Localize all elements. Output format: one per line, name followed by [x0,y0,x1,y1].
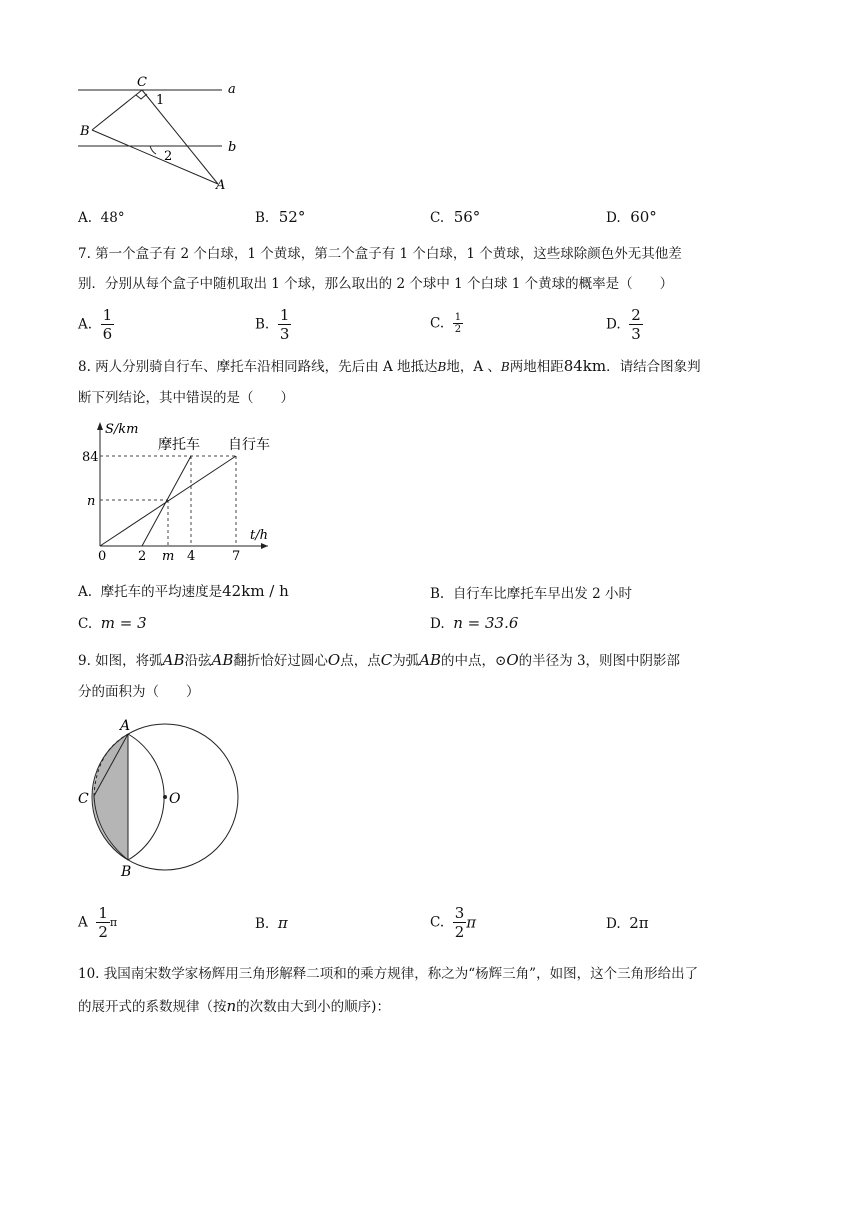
moto-label: 摩托车 [158,437,200,453]
q8-option-b[interactable]: B. 自行车比摩托车早出发 2 小时 [430,586,632,602]
bike-label: 自行车 [228,437,270,453]
segment-BC [92,90,142,130]
x-axis-arrow [261,543,268,549]
label-B: B [121,864,132,880]
label-a: a [228,82,236,97]
segment-CA [142,90,218,184]
parallel-lines-figure [70,74,250,196]
y-tick-n: n [87,494,96,509]
q6-option-b[interactable]: B. 52° [255,208,306,226]
y-axis-label: S/km [105,422,139,437]
label-C: C [78,791,89,807]
q6-option-d[interactable]: D. 60° [606,208,657,226]
q8-stem-line1: 8. 两人分别骑自行车、摩托车沿相同路线，先后由 A 地抵达B地，A 、B两地相距84km．请结合图象判 [78,357,701,375]
label-A: A [216,178,226,193]
center-dot [163,795,167,799]
y-axis-arrow [97,422,103,430]
q9-option-a[interactable]: A $\frac{1}{2}$ π [78,904,118,941]
angle-2-arc [150,146,156,154]
q7-option-c[interactable]: C. $\frac{1}{2}$ [430,312,462,335]
q8-option-a[interactable]: A. 摩托车的平均速度是42km / h [78,582,289,600]
label-angle-1: 1 [156,93,165,108]
q7-stem-line2: 别．分别从每个盒子中随机取出 1 个球，那么取出的 2 个球中 1 个白球 1 个黄球的概率是（ ） [78,276,674,292]
label-C: C [137,75,147,90]
q6-option-a[interactable]: A. 48° [78,210,125,226]
q7-stem-line1: 7. 第一个盒子有 2 个白球，1 个黄球，第二个盒子有 1 个白球，1 个黄球，这些球除颜色外无其他差 [78,246,682,262]
q7-option-d[interactable]: D. $\frac{2}{3}$ [606,306,641,343]
x-axis-label: t/h [250,528,268,543]
q8-option-c[interactable]: C. m = 3 [78,614,147,632]
x-tick-0: 0 [98,549,107,564]
x-tick-7: 7 [232,549,241,564]
q10-stem-line1: 10. 我国南宋数学家杨辉用三角形解释二项和的乘方规律，称之为“杨辉三角”，如图，这个三角形给出了 [78,966,699,982]
moto-line [142,456,191,546]
q9-option-b[interactable]: B. π [255,914,288,932]
q8-option-d[interactable]: D. n = 33.6 [430,614,519,632]
x-tick-4: 4 [187,549,196,564]
x-tick-m: m [162,549,175,564]
distance-time-graph [78,418,278,568]
q10-stem-line2: 的展开式的系数规律（按n的次数由大到小的顺序)： [78,997,390,1015]
label-A: A [120,718,131,734]
label-B: B [80,124,90,139]
q9-option-c[interactable]: C. $\frac{3}{2}$ π [430,904,477,941]
q6-option-c[interactable]: C. 56° [430,208,481,226]
q9-stem-line2: 分的面积为（ ） [78,684,200,700]
y-tick-84: 84 [82,450,99,465]
right-angle-mark [136,94,147,99]
label-O: O [169,791,181,807]
x-tick-2: 2 [138,549,147,564]
q7-option-b[interactable]: B. $\frac{1}{3}$ [255,306,290,343]
q9-option-d[interactable]: D. 2π [606,914,649,932]
q9-stem-line1: 9. 如图，将弧AB沿弦AB翻折恰好过圆心O点，点C为弧AB的中点，⊙O的半径为 3，则图中阴影部 [78,651,681,669]
segment-BA [92,130,218,184]
circle-fold-figure [72,716,252,882]
label-b: b [228,140,237,155]
label-angle-2: 2 [164,149,173,164]
folded-arc [128,734,164,860]
q7-option-a[interactable]: A. $\frac{1}{6}$ [78,306,113,343]
q8-stem-line2: 断下列结论，其中错误的是（ ） [78,390,294,406]
